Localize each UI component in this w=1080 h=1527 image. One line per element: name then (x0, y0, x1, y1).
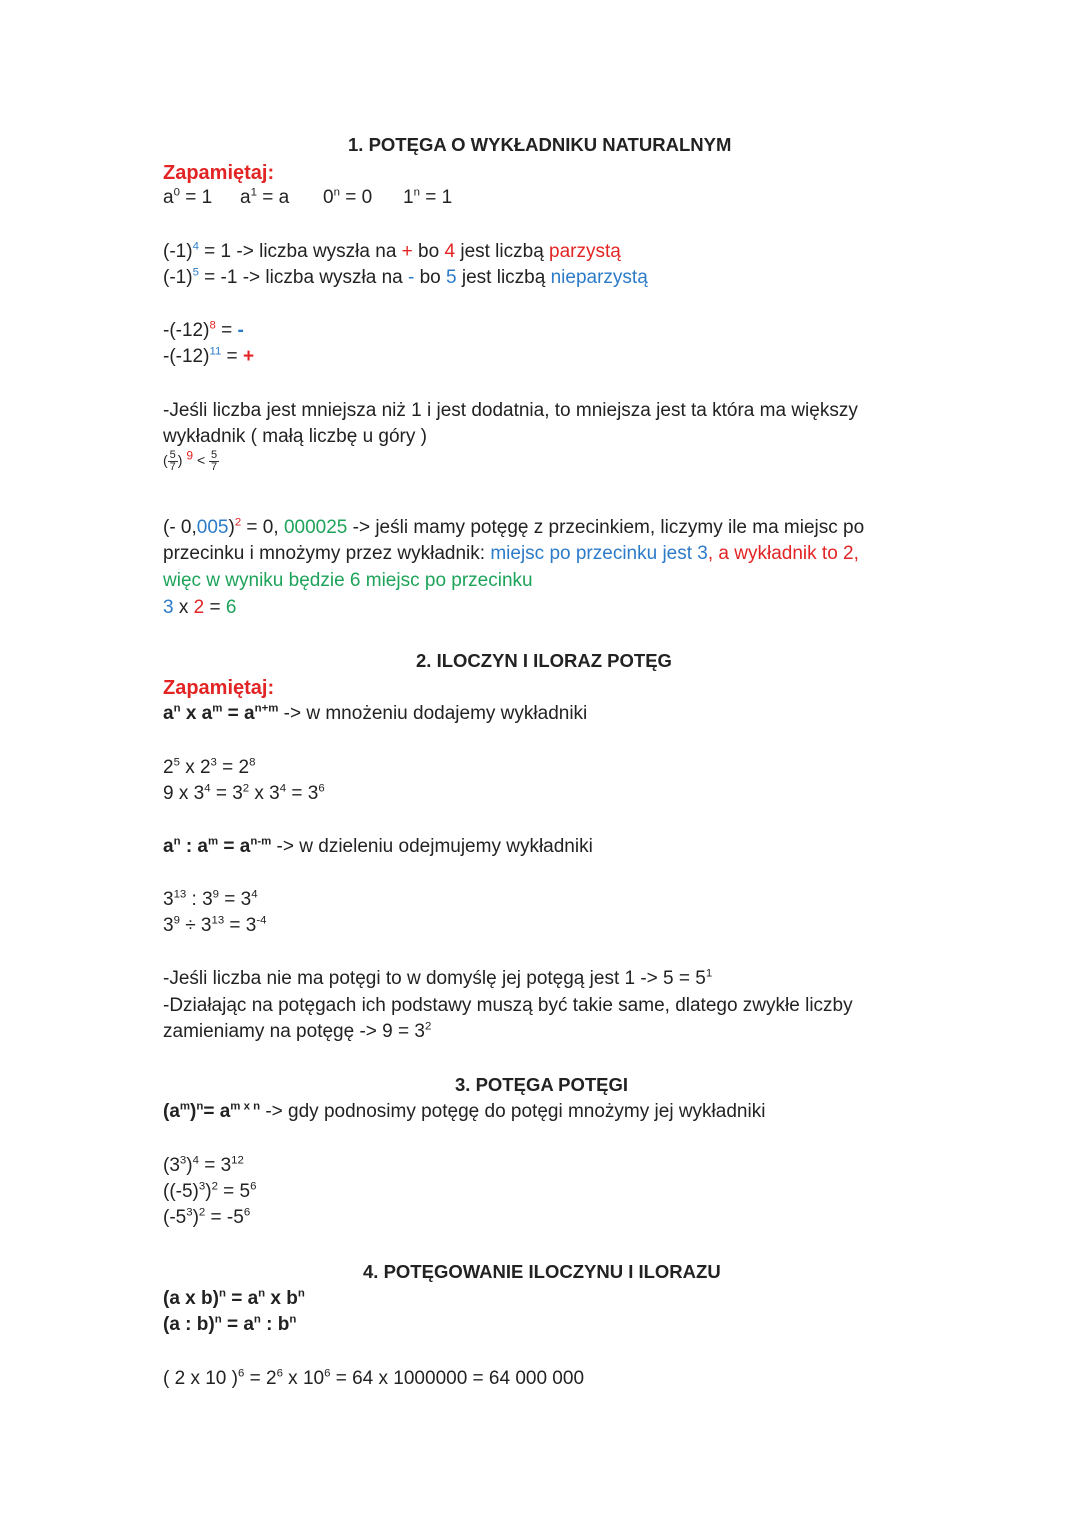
divide-example-1: $3^{13}$ : $3^9 = 3^4$ (163, 888, 258, 910)
section-1-title: 1. POTĘGA O WYKŁADNIKU NATURALNYM (348, 134, 732, 155)
divide-rule: $a^n$ : $a^m = a^{n-m} -> w$ dzieleniu odejmujemy wykładniki (163, 835, 593, 857)
power-example-3: $(-5^3)^2 = -5^6$ (163, 1206, 251, 1228)
decimal-rule-line-2: przecinku i mnożymy przez wykładnik: miejsc po przecinku jest 3, a wykładnik to 2, (163, 543, 859, 564)
decimal-calc: 3 x 2 = 6 (163, 597, 237, 618)
neg-example-2: $-(-12)^{11}$ = + (163, 345, 255, 367)
sign-rule-odd: $(-1)^5 = -1$ -> liczba wyszła na - bo 5 jest liczbą nieparzystą (163, 266, 648, 288)
rule-zero-n: $0^n = 0$ (323, 186, 373, 208)
product-power-rule: (a x $b)^n = a^n$ x $b^n$ (163, 1287, 305, 1309)
section-2-title: 2. ILOCZYN I ILORAZ POTĘG (416, 650, 672, 671)
product-power-example: ( 2 x 10 )$^6 = 2^6$ x $10^6 = 64$ x 1000000 = 64 000 000 (163, 1367, 585, 1389)
quotient-power-rule: (a : $b)^n = a^n$ : $b^n$ (163, 1313, 297, 1335)
remember-label-2: Zapamiętaj: (163, 677, 275, 699)
multiply-rule: $a^n$ x $a^m = a^{n+m} -> w$ mnożeniu dodajemy wykładniki (163, 702, 588, 724)
section-4-title: 4. POTĘGOWANIE ILOCZYNU I ILORAZU (363, 1261, 721, 1282)
remember-label-1: Zapamiętaj: (163, 162, 275, 184)
sign-rule-even: $(-1)^4 = 1$ -> liczba wyszła na + bo 4 jest liczbą parzystą (163, 240, 621, 262)
power-example-1: $(3^3)^4 = 3^{12}$ (163, 1154, 244, 1176)
multiply-example-1: $2^5$ x $2^3 = 2^8$ (163, 756, 256, 778)
note-default-exponent: -Jeśli liczba nie ma potęgi to w domyślę jej potęgą jest $1 -> 5 = 5^1$ (163, 967, 713, 989)
power-of-power-rule: $(a^m)^n= a^{m x n}$ -> gdy podnosimy potęgę do potęgi mnożymy jej wykładniki (163, 1100, 766, 1122)
decimal-rule-line-3: więc w wyniku będzie 6 miejsc po przecinku (163, 570, 533, 591)
divide-example-2: $3^9 \div 3^{13} = 3^{-4}$ (163, 914, 267, 936)
neg-example-1: $-(-12)^8$ = - (163, 319, 244, 341)
fraction-rule-line-1: -Jeśli liczba jest mniejsza niż 1 i jest dodatnia, to mniejsza jest ta która ma większy (163, 400, 858, 421)
rule-a-one: $a^1 = a$ (240, 186, 290, 208)
multiply-example-2: 9 x $3^4 = 3^2$ x $3^4 = 3^6$ (163, 782, 325, 804)
section-3-title: 3. POTĘGA POTĘGI (455, 1074, 629, 1095)
power-example-2: $((-5)^3)^2 = 5^6$ (163, 1180, 257, 1202)
rule-a-zero: $a^0 = 1$ (163, 186, 213, 208)
rule-one-n: $1^n = 1$ (403, 186, 453, 208)
fraction-example: ( $\frac{5}{7}$ ) $^9$ < $\frac{5}{7}$ (163, 448, 218, 473)
note-same-base-line-1: -Działając na potęgach ich podstawy muszą być takie same, dlatego zwykłe liczby (163, 995, 853, 1016)
decimal-rule-line-1: (- 0,005)$^2$ = 0, 000025 -> jeśli mamy potęgę z przecinkiem, liczymy ile ma miejsc po (163, 516, 865, 538)
fraction-rule-line-2: wykładnik ( małą liczbę u góry ) (163, 426, 427, 447)
note-same-base-line-2: zamieniamy na potęgę -> $9 = 3^2$ (163, 1020, 432, 1042)
